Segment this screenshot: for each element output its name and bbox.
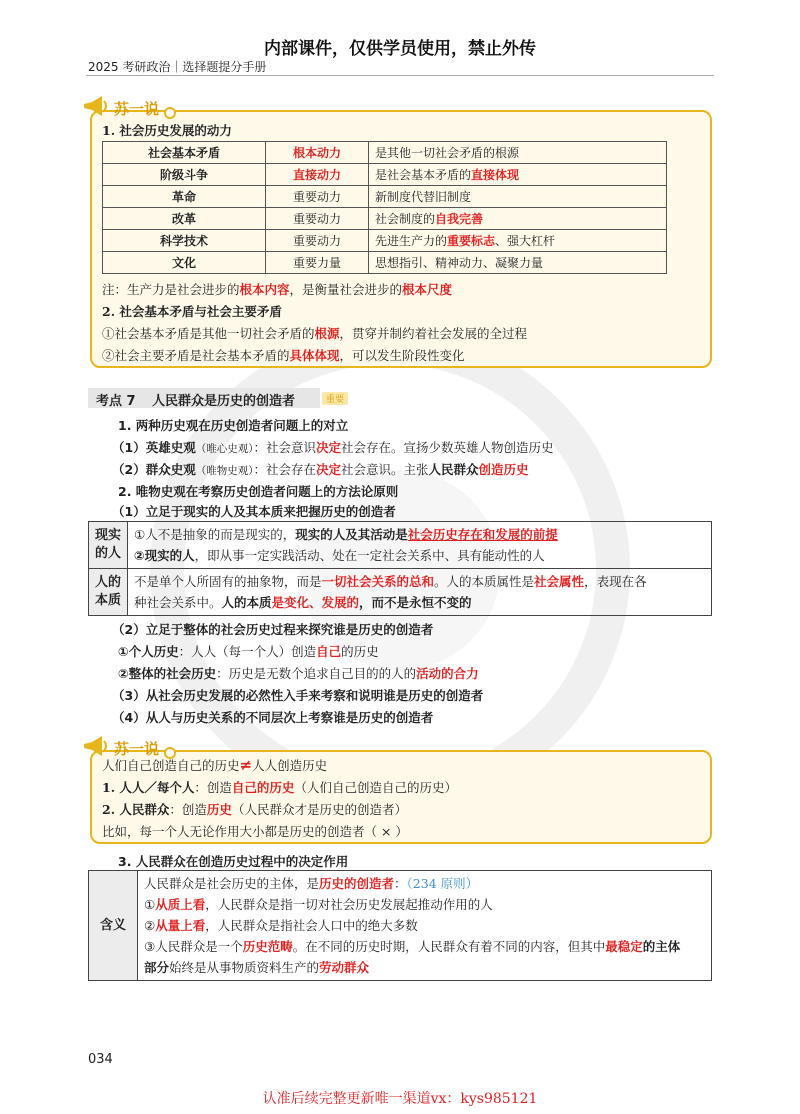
s1-heading2: 2. 唯物史观在考察历史创造者问题上的方法论原则	[118, 484, 399, 499]
meaning-table	[88, 870, 712, 981]
box1-p1: ①社会基本矛盾是其他一切社会矛盾的根源，贯穿并制约着社会发展的全过程	[102, 326, 528, 341]
dynamics-table	[102, 141, 667, 274]
important-badge: 重要	[322, 392, 348, 405]
table-row: 现实的人 ①人不是抽象的而是现实的，现实的人及其活动是社会历史存在和发展的前提 ②现实的人，即从事一定实践活动、处在一定社会关系中、具有能动性的人	[89, 522, 712, 569]
box1-heading: 1. 社会历史发展的动力	[102, 123, 232, 138]
header-rule	[86, 75, 714, 76]
table-row: 含义 人民群众是社会历史的主体，是历史的创造者：（234 原则） ①从质上看，人民群众是指一切对社会历史发展起推动作用的人 ②从量上看，人民群众是指社会人口中的绝大多数 ③人民群众是一个历史范畴。在不同的历史时期，人民群众有着不同的内容，但其中最稳定的主体 部分始终是从事物质资料生产的劳动群众	[89, 871, 712, 981]
s2-heading: （2）立足于整体的社会历史过程来探究谁是历史的创造者	[112, 622, 434, 637]
kaodian-label: 考点 7	[96, 394, 136, 409]
s1-heading3: （1）立足于现实的人及其本质来把握历史的创造者	[112, 504, 396, 519]
box1-p2: ②社会主要矛盾是社会基本矛盾的具体体现，可以发生阶段性变化	[102, 348, 465, 363]
row-head-real-person: 现实的人	[89, 522, 128, 569]
s2-line2: ②整体的社会历史：历史是无数个追求自己目的的人的活动的合力	[118, 666, 479, 681]
s1-heading: 1. 两种历史观在历史创造者问题上的对立	[118, 418, 349, 433]
s2-line1: ①个人历史：人人（每一个人）创造自己的历史	[118, 644, 379, 659]
tag-dot	[164, 107, 176, 119]
table-row: 改革 重要动力 社会制度的自我完善	[103, 208, 667, 230]
box2-line2: 2. 人民群众：创造历史（人民群众才是历史的创造者）	[102, 802, 407, 817]
table-row: 阶级斗争 直接动力 是社会基本矛盾的直接体现	[103, 164, 667, 186]
box2-line1: 1. 人人／每个人：创造自己的历史（人们自己创造自己的历史）	[102, 780, 457, 795]
s3-heading: 3. 人民群众在创造历史过程中的决定作用	[118, 854, 349, 869]
su-yi-shuo-tag-1: 苏一说	[114, 100, 160, 118]
s1-line1: （1）英雄史观（唯心史观）：社会意识决定社会存在。宣扬少数英雄人物创造历史	[112, 440, 554, 455]
table-row: 人的本质 不是单个人所固有的抽象物，而是一切社会关系的总和。人的本质属性是社会属性，表现在各 种社会关系中。人的本质是变化、发展的，而不是永恒不变的	[89, 569, 712, 616]
header-subtitle: 2025 考研政治｜选择题提分手册	[88, 60, 267, 74]
box2-line0: 人们自己创造自己的历史≠人人创造历史	[102, 756, 328, 774]
su-yi-shuo-tag-2: 苏一说	[114, 740, 160, 758]
box2-line3: 比如，每一个人无论作用大小都是历史的创造者（ × ）	[102, 824, 408, 839]
s2-line3: （3）从社会历史发展的必然性入手来考察和说明谁是历史的创造者	[112, 688, 484, 703]
table-row: 革命 重要动力 新制度代替旧制度	[103, 186, 667, 208]
row-head-meaning: 含义	[89, 871, 138, 981]
header-title: 内部课件，仅供学员使用，禁止外传	[264, 39, 536, 59]
real-person-table	[88, 521, 712, 616]
kaodian-title: 人民群众是历史的创造者	[152, 394, 296, 409]
table-row: 文化 重要力量 思想指引、精神动力、凝聚力量	[103, 252, 667, 274]
s1-line2: （2）群众史观（唯物史观）：社会存在决定社会意识。主张人民群众创造历史	[112, 462, 529, 477]
table-row: 科学技术 重要动力 先进生产力的重要标志、强大杠杆	[103, 230, 667, 252]
row-head-human-essence: 人的本质	[89, 569, 128, 616]
box1-note: 注：生产力是社会进步的根本内容，是衡量社会进步的根本尺度	[102, 282, 453, 297]
megaphone-icon	[80, 94, 110, 120]
table-row: 社会基本矛盾 根本动力 是其他一切社会矛盾的根源	[103, 142, 667, 164]
page-number: 034	[88, 1052, 113, 1067]
s2-line4: （4）从人与历史关系的不同层次上考察谁是历史的创造者	[112, 710, 434, 725]
footer-notice: 认准后续完整更新唯一渠道vx：kys985121	[262, 1091, 538, 1107]
box1-h2: 2. 社会基本矛盾与社会主要矛盾	[102, 304, 282, 319]
